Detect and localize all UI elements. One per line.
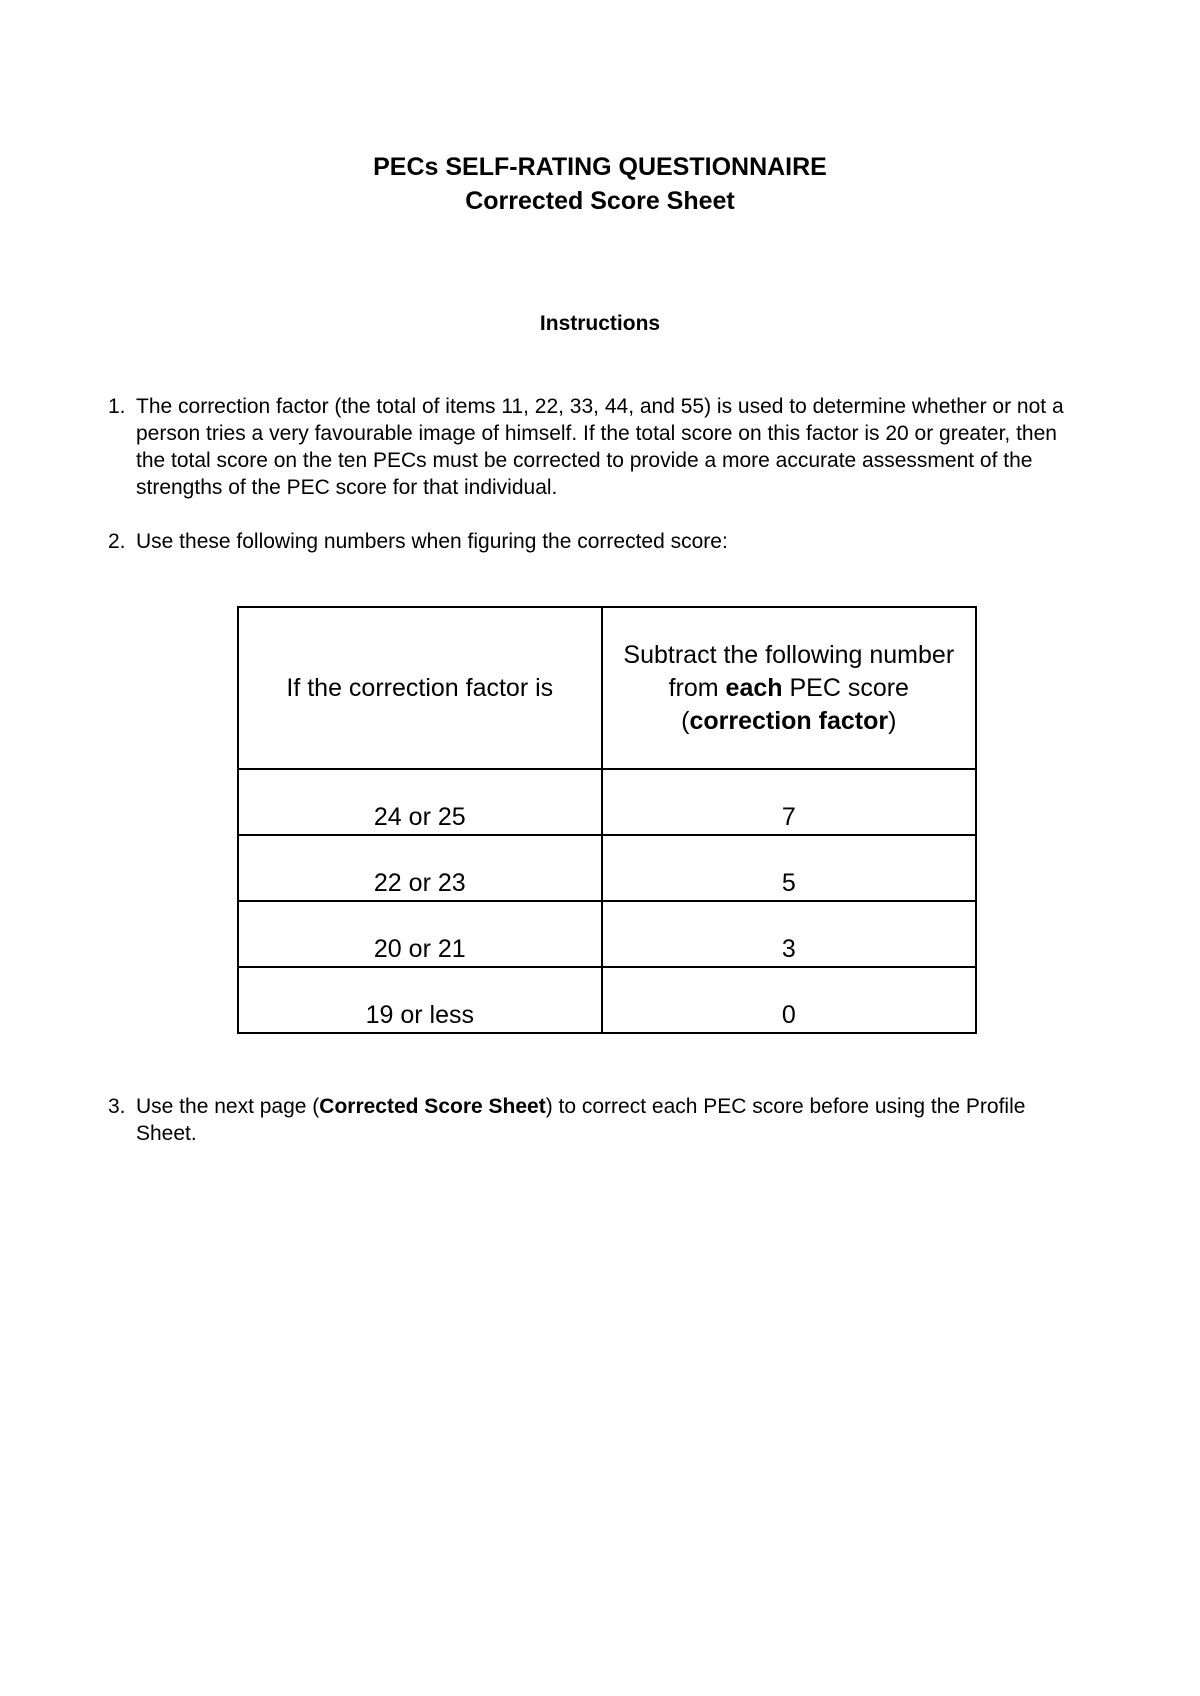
instruction-item-2 (108, 528, 1088, 555)
instruction-number: 1. (108, 395, 126, 418)
factor-cell: 20 or 21 (238, 901, 602, 967)
table-row (238, 967, 976, 1033)
factor-cell: 22 or 23 (238, 835, 602, 901)
table-row (238, 769, 976, 835)
instructions-heading: Instructions (539, 312, 661, 335)
document-title-block (0, 150, 1200, 218)
document-subtitle: Corrected Score Sheet (465, 187, 735, 215)
header-text-part: ) (888, 706, 897, 735)
instruction-text (136, 1093, 1088, 1147)
subtract-cell: 7 (602, 769, 976, 835)
instruction-text-part: ) to correct each PEC score before using the Profile Sheet. (136, 1095, 1026, 1145)
instruction-number: 2. (108, 530, 126, 553)
subtract-cell: 3 (602, 901, 976, 967)
subtract-cell: 0 (602, 967, 976, 1033)
factor-cell: 24 or 25 (238, 769, 602, 835)
header-bold-correction-factor: correction factor (689, 706, 889, 735)
header-text-part: PEC score ( (681, 673, 909, 735)
header-correction-factor: If the correction factor is (238, 607, 602, 769)
factor-cell: 19 or less (238, 967, 602, 1033)
instruction-bold-reference: Corrected Score Sheet (319, 1095, 546, 1118)
correction-factor-table (237, 606, 977, 1034)
table-row (238, 901, 976, 967)
document-title: PECs SELF-RATING QUESTIONNAIRE (373, 153, 827, 181)
header-bold-each: each (725, 673, 783, 702)
instruction-text: Use these following numbers when figuring the corrected score: (136, 530, 728, 553)
table-row (238, 835, 976, 901)
header-subtract-number (602, 607, 976, 769)
instruction-text: The correction factor (the total of items 11, 22, 33, 44, and 55) is used to determine whether or not a person tries a very favourable image of himself. If the total score on this factor is 20 or greater, then the total score on the ten PECs must be corrected to provide a more accurate assessment of the strengths of the PEC score for that individual. (136, 395, 1064, 499)
instruction-text-part: Use the next page ( (136, 1095, 320, 1118)
subtract-cell: 5 (602, 835, 976, 901)
instruction-item-1 (108, 393, 1088, 501)
instruction-number: 3. (108, 1095, 126, 1118)
instruction-item-3 (108, 1093, 1088, 1147)
table-header-row (238, 607, 976, 769)
header-text-part: Subtract the following number from (623, 640, 955, 702)
